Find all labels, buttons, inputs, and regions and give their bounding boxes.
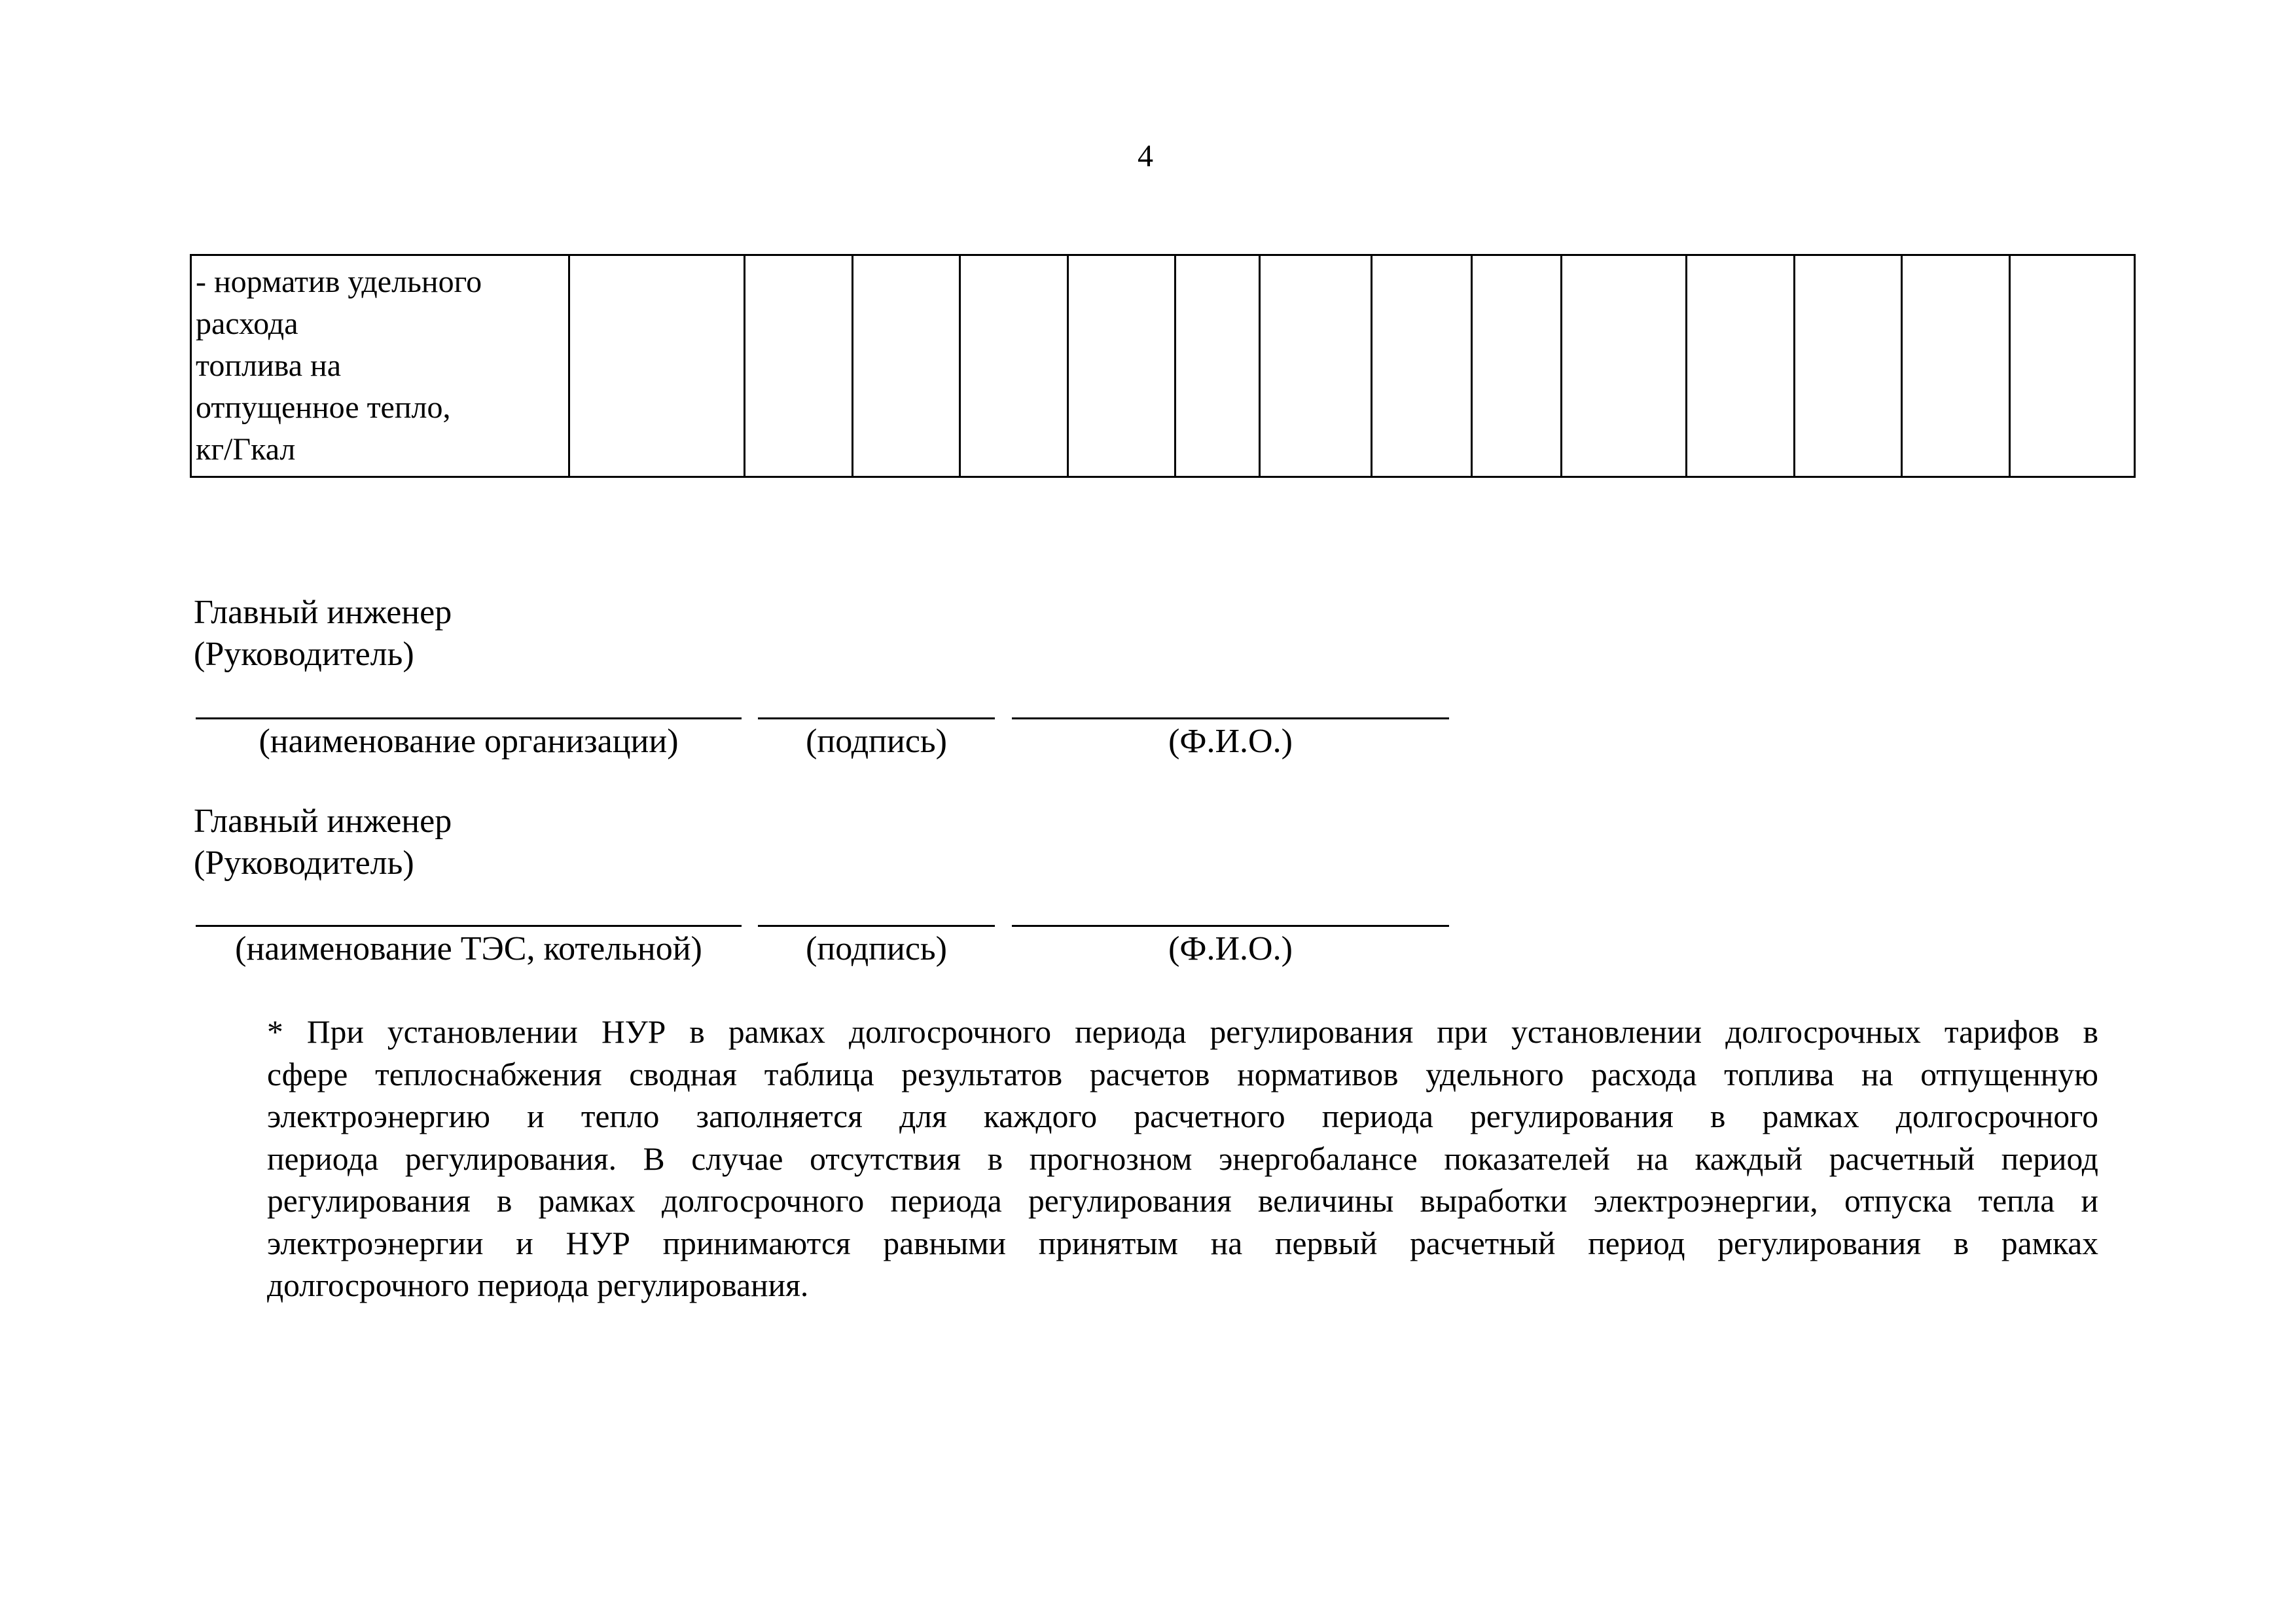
table-cell	[1902, 255, 2010, 477]
signature-title-line: Главный инженер	[194, 594, 452, 631]
table-cell	[853, 255, 960, 477]
signature-title-2	[194, 801, 452, 884]
page-number: 4	[1138, 139, 1153, 173]
row-label-line: кг/Гкал	[196, 432, 296, 467]
table-cell	[1562, 255, 1687, 477]
signature-field[interactable]	[758, 925, 995, 927]
signature-title-line: Главный инженер	[194, 803, 452, 840]
footnote-line: долгосрочного периода регулирования.	[267, 1267, 809, 1303]
full-name-caption: (Ф.И.О.)	[1168, 930, 1293, 967]
row-label-cell	[191, 255, 569, 477]
organization-name-field[interactable]	[196, 717, 742, 719]
signature-field[interactable]	[758, 717, 995, 719]
signature-title-line: (Руководитель)	[194, 636, 414, 673]
table-cell	[1068, 255, 1175, 477]
table-cell	[1687, 255, 1795, 477]
signature-caption: (подпись)	[806, 930, 947, 967]
table-cell	[960, 255, 1068, 477]
row-label-line: топлива на	[196, 348, 341, 383]
footnote-line: сфере теплоснабжения сводная таблица результатов расчетов нормативов удельного расхода топлива на отпущенную	[267, 1056, 2098, 1092]
plant-name-field[interactable]	[196, 925, 742, 927]
full-name-caption: (Ф.И.О.)	[1168, 723, 1293, 760]
footnote-line: регулирования в рамках долгосрочного периода регулирования величины выработки электроэнергии, отпуска тепла и	[267, 1183, 2098, 1219]
table-cell	[745, 255, 853, 477]
full-name-field[interactable]	[1012, 925, 1449, 927]
table-cell	[1795, 255, 1902, 477]
footnote-line: электроэнергии и НУР принимаются равными принятым на первый расчетный период регулирования в рамках	[267, 1225, 2098, 1261]
organization-name-caption: (наименование организации)	[259, 723, 679, 760]
signature-title-1	[194, 592, 452, 676]
row-label-line: - норматив удельного	[196, 264, 482, 299]
table-cell	[569, 255, 745, 477]
footnote-line: * При установлении НУР в рамках долгосрочного периода регулирования при установлении долгосрочных тарифов в	[267, 1014, 2098, 1050]
signature-caption: (подпись)	[806, 723, 947, 760]
table-cell	[1372, 255, 1472, 477]
table-cell	[1260, 255, 1372, 477]
table-cell	[2010, 255, 2135, 477]
table-cell	[1175, 255, 1260, 477]
footnote	[267, 1011, 2098, 1307]
full-name-field[interactable]	[1012, 717, 1449, 719]
plant-name-caption: (наименование ТЭС, котельной)	[235, 930, 702, 967]
footnote-line: электроэнергию и тепло заполняется для каждого расчетного периода регулирования в рамках долгосрочного	[267, 1098, 2098, 1134]
table-cell	[1472, 255, 1562, 477]
table-row	[191, 255, 2135, 477]
row-label-line: отпущенное тепло,	[196, 390, 451, 425]
signature-title-line: (Руководитель)	[194, 844, 414, 882]
footnote-line: периода регулирования. В случае отсутствия в прогнозном энергобалансе показателей на каждый расчетный период	[267, 1140, 2098, 1177]
row-label-line: расхода	[196, 306, 298, 341]
normative-table	[190, 254, 2136, 478]
